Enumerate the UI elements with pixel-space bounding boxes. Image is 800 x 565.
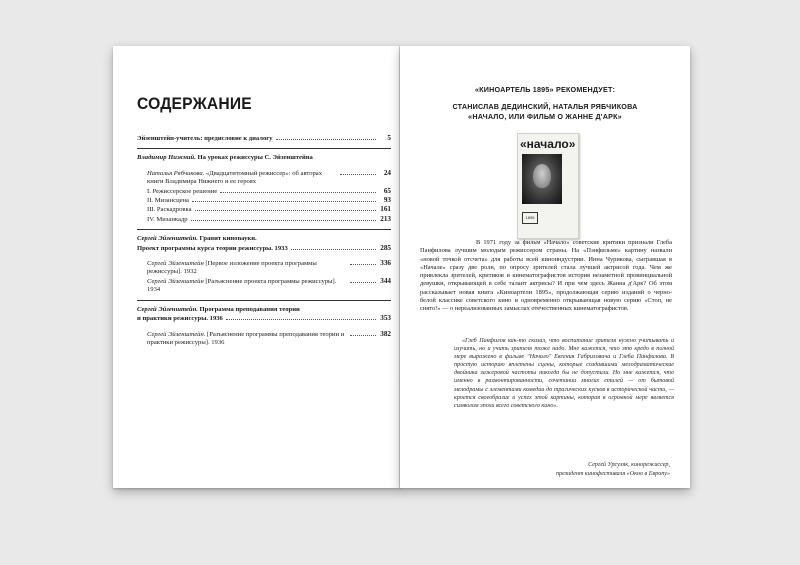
toc-entry: [137, 154, 391, 162]
toc-entry: [137, 134, 391, 143]
book-cover: [517, 133, 579, 239]
toc-page-number: 353: [380, 314, 391, 323]
toc-entry-text: I. Режиссерское решение: [147, 187, 218, 195]
toc-entry-text: [Первое изложение проекта программы режиссуры]. 1932: [147, 260, 317, 276]
description-paragraph: В 1971 году за фильм «Начало» советские критики признали Глеба Панфилова лучшим молодым режиссером страны. На «Пэнфильме» картину назвали «новой точкой отсчета» для работы всей киноиндустрии. Инна Чурикова, сыгравшая в «Начале» сразу две роли, по опросу зрителей стала лучшей актрисой года. Чем же привлекла зрителей, критиков и кинематографистов история незаметной провинциальной девушки, открывающей в себе талант актрисы? И при чем здесь Жанна д'Арк? Об этом рассказывает новая книга «Киноартели 1895», продолжающая серию изданий о черно-белой классике советского кино и одновременно открывающая новую серию «Стоп, не снято!» — о нереализованных замыслах отечественных кинематографистов.: [420, 239, 672, 313]
toc-page-number: 382: [380, 329, 391, 338]
toc-entry-text: Программа преподавания теории: [197, 305, 300, 313]
table-of-contents: [137, 134, 391, 347]
toc-entry: [137, 235, 391, 243]
toc-entry: [137, 244, 391, 253]
toc-entry: [147, 259, 391, 277]
toc-entry: [137, 306, 391, 314]
toc-page-number: 285: [380, 243, 391, 252]
dot-leader: [350, 282, 376, 283]
toc-entry: [147, 215, 391, 224]
toc-entry-text: На уроках режиссуры С. Эйзенштейна: [195, 154, 313, 162]
toc-page-number: 161: [380, 205, 391, 214]
toc-page-number: 213: [380, 214, 391, 223]
quote-author: Сергей Урсуляк, кинорежиссер,: [588, 462, 670, 468]
toc-entry-text: и практики режиссуры. 1936: [137, 315, 223, 323]
publisher-logo: 1895: [522, 212, 538, 224]
dot-leader: [340, 174, 376, 175]
toc-entry-text: Проект программы курса теории режиссуры. 1933: [137, 244, 288, 252]
recommendation-heading: «КИНОАРТЕЛЬ 1895» РЕКОМЕНДУЕТ:: [474, 85, 616, 94]
contents-title: СОДЕРЖАНИЕ: [137, 94, 252, 113]
toc-entry-text: Эйзенштейн-учитель: предисловие к диалогу: [137, 135, 273, 142]
dot-leader: [276, 139, 376, 140]
toc-entry-text: [Разъяснение программы преподавания теории и практики режиссуры]. 1936: [147, 330, 345, 346]
review-quote: «Глеб Панфилов как-то сказал, что воспитание зрителя нужно учитывать и изучать, но и учить зрителя тоже надо. Мне кажется, что это кредо в полной мере выражено в фильме "Начало" Евгения Габриловича и Глеба Панфилова. В простую историю вплетены сцены, которые создавшими мелодраматические двойника зажеровой частоты никогда бы не допустили. Но мне кажется, что именно в размонтированности, сочетании многих стилей — от бытовой мелодрамы с элементами комедии до трагических кусков в исторической части, — кроется своеобразие и успех этой картины, которая в огромной мере является символом эпохи всего советского кино».: [454, 338, 674, 409]
toc-author: Сергей Эйзенштейн: [147, 277, 204, 285]
toc-author: Сергей Эйзенштейн.: [137, 235, 198, 243]
toc-entry: [147, 169, 391, 187]
portrait-face: [533, 164, 551, 188]
divider: [137, 148, 391, 149]
dot-leader: [350, 264, 376, 265]
dot-leader: [350, 335, 376, 336]
divider: [137, 300, 391, 301]
toc-entry-text: [Разъяснение проекта программы режиссуры]. 1934: [147, 277, 337, 294]
toc-author: Владимир Нижний.: [137, 154, 196, 162]
divider: [137, 229, 391, 230]
toc-entry: [147, 205, 391, 214]
toc-entry-text: Гранит киноnауки.: [197, 235, 257, 243]
toc-entry-text: «Двадцатитомный режиссер»: об авторах книги Владимира Нижнего и ее героях: [147, 169, 323, 186]
book-authors: СТАНИСЛАВ ДЕДИНСКИЙ, НАТАЛЬЯ РЯБЧИКОВА: [452, 102, 638, 111]
dot-leader: [195, 210, 376, 211]
toc-entry-text: II. Мизансцена: [147, 197, 189, 205]
toc-entry: [147, 187, 391, 196]
toc-entry-text: IV. Мизанкадр: [147, 215, 188, 223]
toc-author: Сергей Эйзенштейн.: [147, 330, 206, 338]
toc-entry-text: III. Раскадровка: [147, 206, 192, 214]
toc-entry: [137, 314, 391, 323]
dot-leader: [192, 201, 376, 202]
toc-page-number: 5: [387, 134, 391, 142]
toc-author: Сергей Эйзенштейн.: [137, 305, 198, 313]
toc-entry: [147, 277, 391, 295]
toc-page-number: 93: [383, 196, 391, 205]
quote-author-role: президент кинофестиваля «Окно в Европу»: [555, 471, 670, 477]
toc-page-number: 65: [383, 186, 391, 195]
dot-leader: [291, 249, 376, 250]
cover-title: «начало»: [520, 137, 576, 151]
dot-leader: [191, 220, 376, 221]
toc-author: Сергей Эйзенштейн: [147, 260, 204, 268]
cover-photo: [522, 154, 562, 204]
toc-page-number: 24: [383, 168, 391, 177]
left-page: [113, 46, 401, 488]
toc-page-number: 336: [380, 259, 391, 268]
dot-leader: [226, 319, 376, 320]
toc-entry: [147, 330, 391, 348]
dot-leader: [220, 192, 376, 193]
toc-author: Наталья Рябчикова.: [147, 169, 205, 177]
toc-entry: [147, 196, 391, 205]
book-title: «НАЧАЛО, ИЛИ ФИЛЬМ О ЖАННЕ Д'АРК»: [468, 112, 622, 121]
right-page: [400, 46, 690, 488]
toc-page-number: 344: [380, 276, 391, 285]
